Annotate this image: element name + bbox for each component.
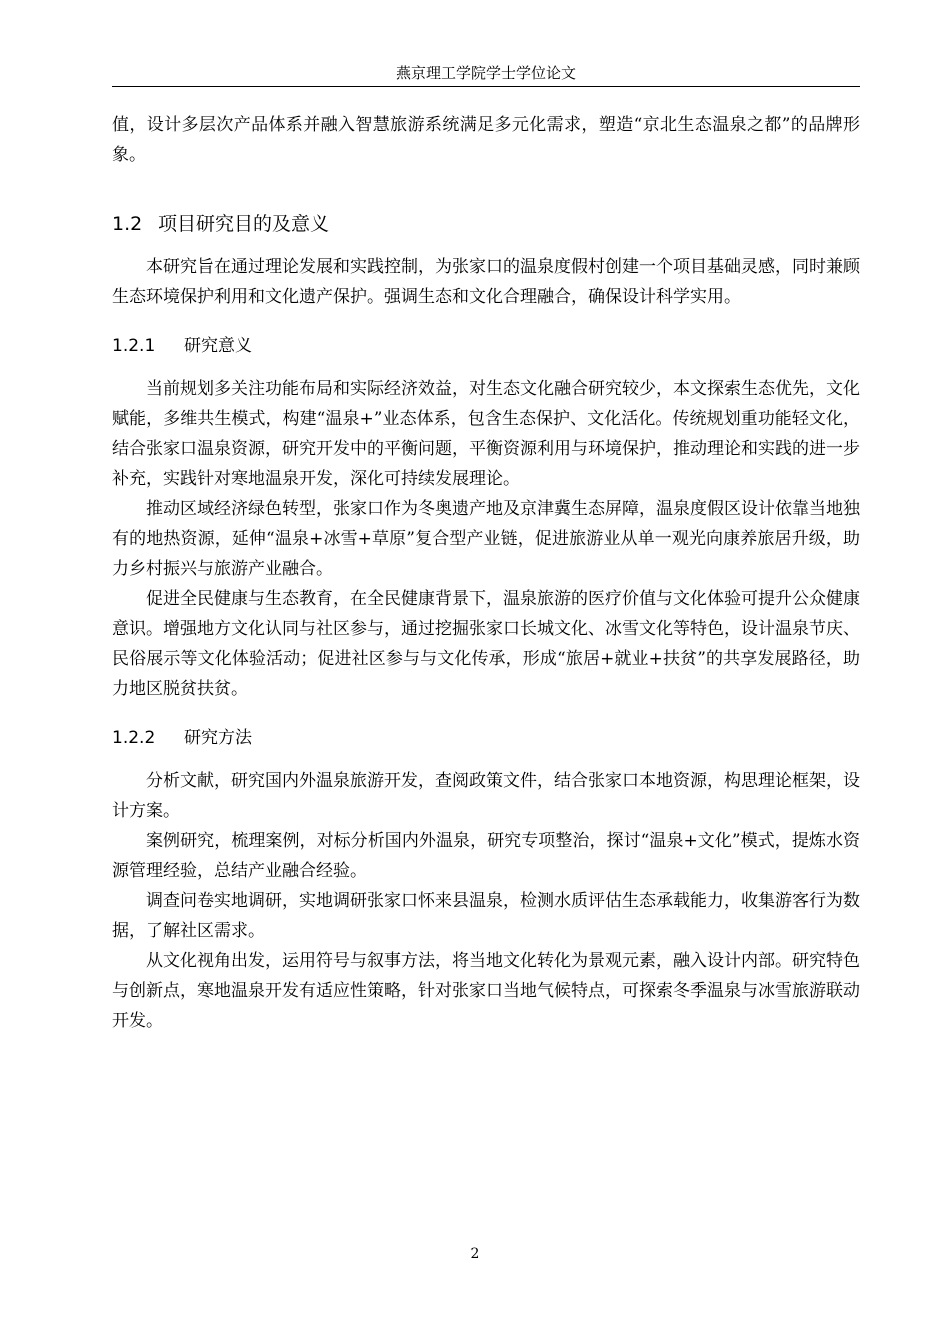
paragraph: 推动区域经济绿色转型，张家口作为冬奥遗产地及京津冀生态屏障，温泉度假区设计依靠当地独有的地热资源，延伸“温泉+冰雪+草原”复合型产业链，促进旅游业从单一观光向康养旅居升级，助力乡村振兴与旅游产业融合。 bbox=[112, 499, 860, 579]
section-1-2-paragraph: 本研究旨在通过理论发展和实践控制，为张家口的温泉度假村创建一个项目基础灵感，同时兼顾生态环境保护利用和文化遗产保护。强调生态和文化合理融合，确保设计科学实用。 bbox=[112, 257, 860, 307]
page-body bbox=[112, 110, 860, 1036]
paragraph: 分析文献，研究国内外温泉旅游开发，查阅政策文件，结合张家口本地资源，构思理论框架，设计方案。 bbox=[112, 771, 860, 821]
paragraph: 从文化视角出发，运用符号与叙事方法，将当地文化转化为景观元素，融入设计内部。研究特色与创新点，寒地温泉开发有适应性策略，针对张家口当地气候特点，可探索冬季温泉与冰雪旅游联动开发。 bbox=[112, 951, 860, 1031]
section-title: 项目研究目的及意义 bbox=[158, 213, 330, 235]
page-header bbox=[112, 62, 860, 87]
section-title: 研究意义 bbox=[184, 336, 252, 356]
section-title: 研究方法 bbox=[184, 728, 252, 748]
paragraph: 调查问卷实地调研，实地调研张家口怀来县温泉，检测水质评估生态承载能力，收集游客行为数据，了解社区需求。 bbox=[112, 891, 860, 941]
page-number: 2 bbox=[470, 1246, 480, 1262]
paragraph: 案例研究，梳理案例，对标分析国内外温泉，研究专项整治，探讨“温泉+文化”模式，提炼水资源管理经验，总结产业融合经验。 bbox=[112, 831, 860, 881]
section-number: 1.2.2 bbox=[112, 728, 156, 748]
section-heading-1-2-2 bbox=[112, 724, 860, 752]
section-heading-1-2 bbox=[112, 210, 860, 238]
paragraph: 促进全民健康与生态教育，在全民健康背景下，温泉旅游的医疗价值与文化体验可提升公众健康意识。增强地方文化认同与社区参与，通过挖掘张家口长城文化、冰雪文化等特色，设计温泉节庆、民俗展示等文化体验活动；促进社区参与与文化传承，形成“旅居+就业+扶贫”的共享发展路径，助力地区脱贫扶贫。 bbox=[112, 589, 860, 699]
paragraph: 当前规划多关注功能布局和实际经济效益，对生态文化融合研究较少，本文探索生态优先，文化赋能，多维共生模式，构建“温泉+”业态体系，包含生态保护、文化活化。传统规划重功能轻文化，结合张家口温泉资源，研究开发中的平衡问题，平衡资源利用与环境保护，推动理论和实践的进一步补充，实践针对寒地温泉开发，深化可持续发展理论。 bbox=[112, 379, 860, 489]
section-heading-1-2-1 bbox=[112, 332, 860, 360]
section-number: 1.2 bbox=[112, 213, 143, 235]
intro-paragraph: 值，设计多层次产品体系并融入智慧旅游系统满足多元化需求，塑造“京北生态温泉之都”的品牌形象。 bbox=[112, 115, 860, 165]
section-number: 1.2.1 bbox=[112, 336, 156, 356]
page-footer bbox=[0, 1244, 950, 1264]
thesis-header-title: 燕京理工学院学士学位论文 bbox=[395, 64, 576, 82]
